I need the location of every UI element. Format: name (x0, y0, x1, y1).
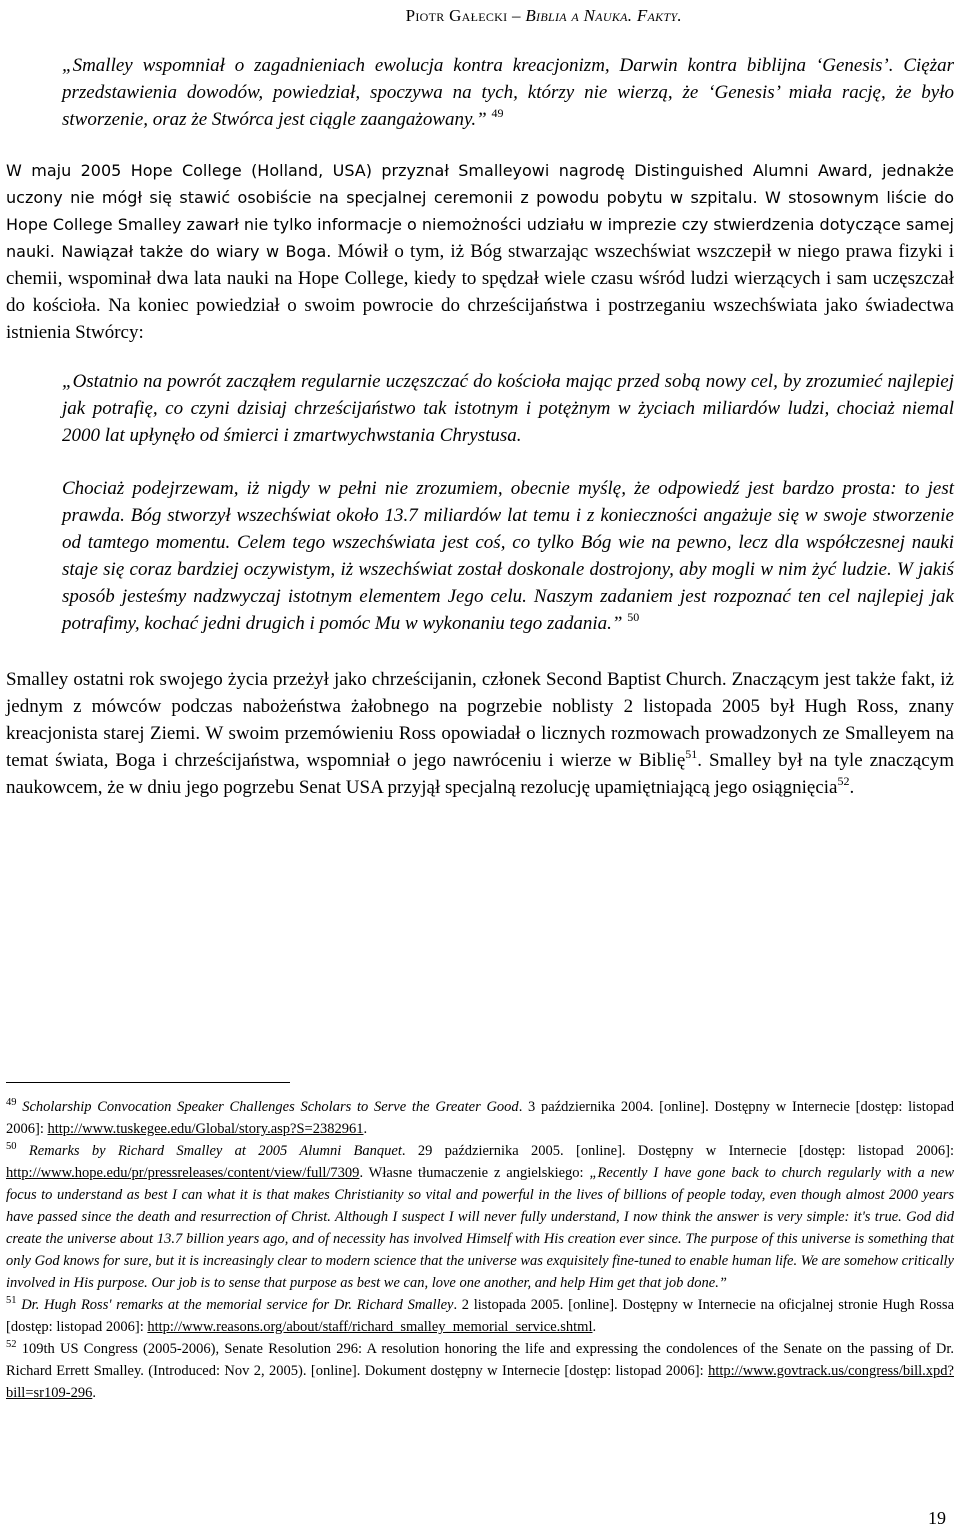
page-number: 19 (928, 1508, 946, 1528)
footnote-50 (6, 1140, 954, 1294)
footnote-ref-52[interactable]: 52 (837, 774, 850, 788)
footnote-ref-50[interactable]: 50 (627, 610, 640, 624)
paragraph-alumni-award-part4: Na koniec powiedział o swoim powrocie do chrześcijaństwa i postrzeganiu wszechświata jako świadectwa istnienia Stwórcy: (6, 295, 954, 343)
footnote-50-translation-note: . Własne tłumaczenie z angielskiego: (359, 1165, 590, 1181)
footnote-52 (6, 1338, 954, 1404)
quote-return-to-church-text: „Ostatnio na powrót zacząłem regularnie uczęszczać do kościoła mając przed sobą nowy cel, by zrozumieć najlepiej jak potrafię, co czyni dzisiaj chrześcijaństwo tak istotnym i potężnym w życiach miliardów ludzi, chociaż niemal 2000 lat upłynęło od śmierci i zmartwychwstania Chrystusa. (62, 371, 954, 446)
paragraph-last-year-text1: Smalley ostatni rok swojego życia przeżył jako chrześcijanin, członek Second Baptist Church. Znaczącym jest także fakt, iż jednym z mówców podczas nabożeństwa żałobnego na pogrzebie noblisty 2 listopada 2005 był Hugh Ross, znany kreacjonista starej Ziemi. W swoim przemówieniu Ross opowiadał o licznych rozmowach prowadzonych ze Smalleyem na temat świata, Boga i chrześcijaństwa, wspomniał o jego nawróceniu i wierze w Biblię (6, 669, 954, 771)
paragraph-alumni-award-part2: W stosownym liście do Hope College Smalley zawarł nie tylko informacje o niemożności udziału w imprezie czy stwierdzenia dotyczące samej nauki. Nawiązał także do wiary w Boga. (6, 188, 955, 261)
footnote-51-link[interactable]: http://www.reasons.org/about/staff/richard_smalley_memorial_service.shtml (147, 1319, 593, 1335)
footnote-52-link[interactable]: http://www.govtrack.us/congress/bill.xpd?bill=sr109-296 (6, 1363, 954, 1401)
footnote-51-number: 51 (6, 1295, 17, 1306)
paragraph-last-year (6, 666, 954, 801)
footnote-50-info: . 29 października 2005. [online]. Dostępny w Internecie [dostęp: listopad 2006]: (401, 1143, 954, 1159)
footnote-51 (6, 1294, 954, 1338)
footnote-49-link[interactable]: http://www.tuskegee.edu/Global/story.asp?S=2382961 (47, 1121, 364, 1137)
footnote-52-text: 109th US Congress (2005-2006), Senate Resolution 296: A resolution honoring the life and expressing the condolences of the Senate on the passing of Dr. Richard Errett Smalley. (Introduced: Nov 2, 2005). [online]. Dokument dostępny w Internecie [dostęp: listopad 2006]: (6, 1341, 955, 1379)
quote-universe-purpose (62, 475, 954, 637)
footnote-49 (6, 1096, 954, 1140)
footnote-52-number: 52 (6, 1339, 17, 1350)
footnote-51-info: . 2 listopada 2005. [online]. Dostępny w Internecie na oficjalnej stronie Hugh Rossa [dostęp: listopad 2006]: (6, 1297, 955, 1335)
footnote-50-title: Remarks by Richard Smalley at 2005 Alumni Banquet (28, 1143, 402, 1159)
quote-universe-purpose-text: Chociaż podejrzewam, iż nigdy w pełni nie zrozumiem, obecnie myślę, że odpowiedź jest bardzo prosta: to jest prawda. Bóg stworzył wszechświat około 13.7 miliardów lat temu i z konieczności angażuje się w swoje stworzenie od tamtego momentu. Celem tego wszechświata jest coś, co tylko Bóg wie na pewno, lecz dla współczesnej nauki staje się coraz bardziej oczywistym, iż wszechświat został doskonale dostrojony, aby mogli w nim żyć ludzie. W jakiś sposób jesteśmy nadzwyczaj istotnym elementem Jego celu. Naszym zadaniem jest rozpoznać ten cel najlepiej jak potrafimy, kochać jedni drugich i pomóc Mu w wykonaniu tego zadania.” (62, 478, 954, 634)
main-text (6, 52, 954, 801)
footnote-49-info: . 3 października 2004. [online]. Dostępny w Internecie [dostęp: listopad 2006]: (6, 1099, 955, 1137)
quote-smalley-evolution (62, 52, 954, 133)
footnote-50-number: 50 (6, 1141, 17, 1152)
paragraph-alumni-award-part3: Mówił o tym, iż Bóg stwarzając wszechświat wszczepił w niego prawa fizyki i chemii, wspominał dwa lata nauki na Hope College, kiedy to spędzał wiele czasu wśród ludzi wierzących i sam uczęszczał do kościoła. (6, 241, 954, 316)
footnote-51-end: . (592, 1319, 597, 1335)
footnotes (6, 1096, 954, 1404)
footnote-separator (6, 1082, 290, 1083)
paragraph-alumni-award-part1: W maju 2005 Hope College (Holland, USA) przyznał Smalleyowi nagrodę Distinguished Alumni Award, jednakże uczony nie mógł się stawić osobiście na specjalnej ceremonii z powodu pobytu w szpitalu. (6, 161, 954, 207)
paragraph-last-year-text2: . Smalley był na tyle znaczącym naukowcem, że w dniu jego pogrzebu Senat USA przyjął specjalną rezolucję upamiętniającą jego osiągnięcia (6, 750, 954, 798)
quote-smalley-evolution-text: „Smalley wspomniał o zagadnieniach ewolucja kontra kreacjonizm, Darwin kontra biblijna ‘Genesis’. Ciężar przedstawienia dowodów, powiedział, spoczywa na tych, którzy nie wierzą, że ‘Genesis’ miała rację, że było stworzenie, oraz że Stwórca jest ciągle zaangażowany.” (62, 55, 954, 130)
header-title: Biblia a Nauka. Fakty. (525, 6, 682, 25)
footnote-51-title: Dr. Hugh Ross' remarks at the memorial service for Dr. Richard Smalley (21, 1297, 454, 1313)
header-author: Piotr Gałecki (405, 6, 508, 25)
paragraph-alumni-award (6, 157, 954, 346)
footnote-49-end: . (363, 1121, 368, 1137)
quote-return-to-church (62, 368, 954, 449)
footnote-50-link[interactable]: http://www.hope.edu/pr/pressreleases/content/view/full/7309 (6, 1165, 360, 1181)
footnote-ref-49[interactable]: 49 (491, 106, 504, 120)
running-header (406, 6, 682, 26)
footnote-49-number: 49 (6, 1097, 17, 1108)
footnote-49-title: Scholarship Convocation Speaker Challenges Scholars to Serve the Greater Good (22, 1099, 519, 1115)
footnote-ref-51[interactable]: 51 (685, 747, 698, 761)
footnote-50-original-quote: „Recently I have gone back to church regularly with a new focus to understand as best I can what it is that makes Christianity so vital and powerful in the lives of billions of people today, even though almost 2000 years have passed since the death and resurrection of Christ. Although I suspect I will never fully understand, I now think the answer is very simple: it's true. God did create the universe about 13.7 billion years ago, and of necessity has involved Himself with His creation ever since. The purpose of this universe is something that only God knows for sure, but it is increasingly clear to modern science that the universe was exquisitely fine-tuned to enable human life. We are somehow critically involved in His purpose. Our job is to sense that purpose as best we can, love one another, and help Him get that job done.” (6, 1165, 954, 1291)
header-separator: – (507, 6, 526, 25)
paragraph-last-year-text3: . (849, 777, 855, 798)
footnote-52-end: . (92, 1385, 96, 1401)
